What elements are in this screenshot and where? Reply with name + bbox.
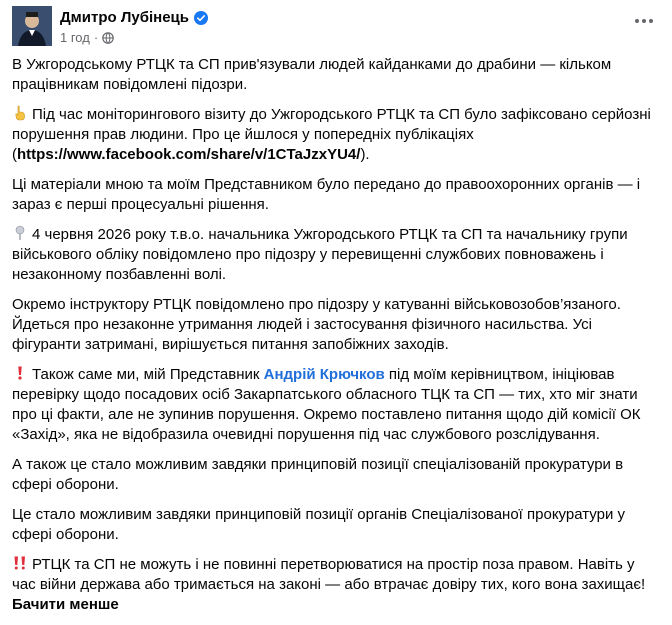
paragraph-6 <box>12 365 662 445</box>
more-dot <box>642 19 646 23</box>
paragraph-9-text: РТЦК та СП не можуть і не повинні перетворюватися на простір поза правом. Навіть у час війни держава або тримається на законі — або втрачає довіру тих, кого вона захищає! <box>12 556 646 593</box>
paragraph-5: Окремо інструктору РТЦК повідомлено про підозру у катуванні військовозобов’язаного. Йдеться про незаконне утримання людей і застосування фізичного насильства. Усі фігуранти затримані, вирішується питання запобіжних заходів. <box>12 296 621 353</box>
more-options-icon <box>635 19 639 23</box>
paragraph-2 <box>12 105 662 165</box>
author-name-row <box>60 9 208 26</box>
paragraph-7: А також це стало можливим завдяки принциповій позиції спеціалізованій прокуратури в сфері оборони. <box>12 456 624 493</box>
paragraph-4 <box>12 225 662 285</box>
paragraph-4-text: 4 червня 2026 року т.в.о. начальника Ужгородського РТЦК та СП та начальнику групи військового обліку повідомлено про підозру у перевищенні службових повноважень і незаконному позбавленні волі. <box>12 226 628 283</box>
paragraph-8: Це стало можливим завдяки принциповій позиції органів Спеціалізованої прокуратури у сфері оборони. <box>12 506 625 543</box>
paragraph-6-text-a: Також саме ми, мій Представник <box>32 366 264 383</box>
paragraph-9 <box>12 555 662 615</box>
globe-icon <box>102 32 114 44</box>
double-exclamation-emoji <box>12 555 28 571</box>
more-dot <box>649 19 653 23</box>
author-avatar[interactable] <box>12 6 52 46</box>
paragraph-3: Ці матеріали мною та моїм Представником було передано до правоохоронних органів — і зараз є перші процесуальні рішення. <box>12 176 641 213</box>
exclamation-emoji <box>12 365 28 381</box>
more-options-button[interactable] <box>628 8 660 34</box>
verified-badge-icon <box>194 11 208 25</box>
meta-separator: · <box>93 30 99 45</box>
paragraph-2-text: Під час моніторингового візиту до Ужгородського РТЦК та СП було зафіксовано серйозні порушення прав людини. Про це йшлося у попередніх публікаціях ( <box>12 106 651 163</box>
pushpin-emoji <box>12 225 28 241</box>
post-meta <box>60 30 114 45</box>
pointing-up-emoji <box>12 105 28 121</box>
paragraph-2-end: ). <box>360 146 370 163</box>
post-time[interactable]: 1 год <box>60 30 90 45</box>
author-name[interactable]: Дмитро Лубінець <box>60 9 189 26</box>
facebook-share-link[interactable]: https://www.facebook.com/share/v/1CTaJzxYU4/ <box>17 146 361 163</box>
paragraph-6-text-b: під моїм керівництвом, ініціював перевірку щодо посадових осіб Закарпатського обласного ТЦК та СП — тих, хто міг знати про ці факти, але не зупинив порушення. Окремо поставлено питання щодо дій комісії ОК «Захід», яка не відобразила очевидні порушення під час службового розслідування. <box>12 366 641 443</box>
mention-andrii-kriuchkov[interactable]: Андрій Крючков <box>263 366 385 383</box>
post-header <box>12 6 662 50</box>
see-less-button[interactable]: Бачити менше <box>12 596 119 613</box>
paragraph-1: В Ужгородському РТЦК та СП прив'язували людей кайданками до драбини — кільком працівникам повідомлені підозри. <box>12 56 612 93</box>
post-text <box>12 55 662 625</box>
